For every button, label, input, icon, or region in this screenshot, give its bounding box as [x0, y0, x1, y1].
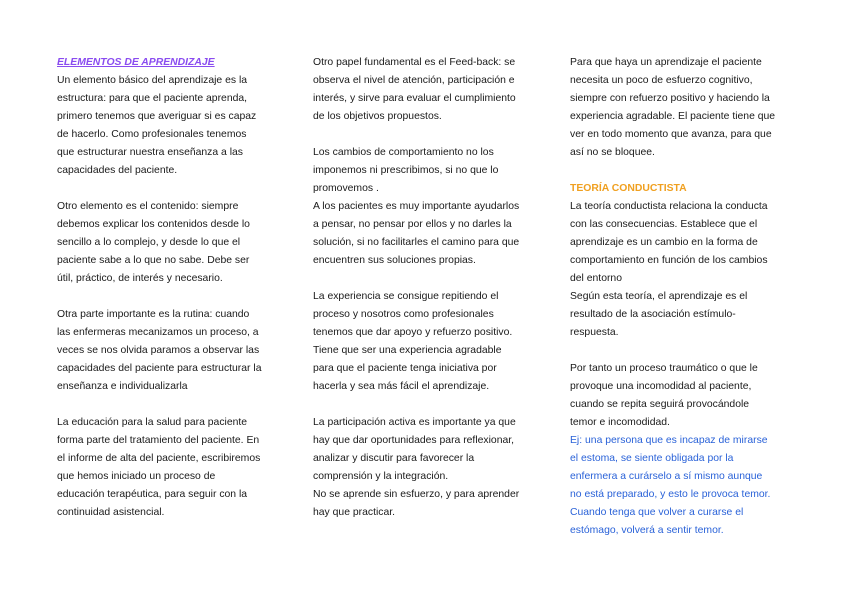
paragraph-proceso-traumatico: Por tanto un proceso traumático o que le provoque una incomodidad al paciente, cuando se repita seguirá provocándole temor e incomodidad.	[570, 363, 758, 428]
paragraph-teoria-conductista: La teoría conductista relaciona la conducta con las consecuencias. Establece que el aprendizaje es un cambio en la forma de comportamiento en función de los cambios del entorno	[570, 201, 768, 284]
heading-elementos-aprendizaje: ELEMENTOS DE APRENDIZAJE	[57, 57, 215, 68]
paragraph-rutina: Otra parte importante es la rutina: cuando las enfermeras mecanizamos un proceso, a veces se nos olvida paramos a observar las capacidades del paciente para estructurar la enseñanza e individualizarla	[57, 309, 262, 392]
paragraph-contenido: Otro elemento es el contenido: siempre debemos explicar los contenidos desde lo sencillo a lo complejo, y desde lo que el paciente sabe a lo que no sabe. Debe ser útil, práctico, de interés y necesario.	[57, 201, 250, 284]
column-left	[57, 54, 279, 522]
paragraph-educacion-salud: La educación para la salud para paciente forma parte del tratamiento del paciente. En el informe de alta del paciente, escribiremos que hemos iniciado un proceso de educación terapéutica, para seguir con la continuidad asistencial.	[57, 417, 261, 518]
paragraph-example: Ej: una persona que es incapaz de mirarse el estoma, se siente obligada por la enfermera a curárselo a sí mismo aunque no está preparado, y esto le provoca temor. Cuando tenga que volver a curarse el estómago, volverá a sentir temor.	[570, 435, 771, 536]
paragraph-esfuerzo-cognitivo: Para que haya un aprendizaje el paciente necesita un poco de esfuerzo cognitivo, siempre con refuerzo positivo y haciendo la experiencia agradable. El paciente tiene que ver en todo momento que avanza, para que así no se bloquee.	[570, 57, 776, 158]
column-right	[570, 54, 792, 540]
paragraph-spacer	[57, 288, 279, 306]
paragraph-spacer	[313, 126, 543, 144]
paragraph-estructura: Un elemento básico del aprendizaje es la estructura: para que el paciente aprenda, primero tenemos que averiguar si es capaz de hacerlo. Como profesionales tenemos que estructurar nuestra enseñanza a las capacidades del paciente.	[57, 75, 257, 176]
column-middle	[313, 54, 543, 522]
paragraph-spacer	[570, 162, 792, 180]
paragraph-ayudar-pensar: A los pacientes es muy importante ayudarlos a pensar, no pensar por ellos y no darles la solución, si no facilitarles el camino para que encuentren sus soluciones propias.	[313, 201, 520, 266]
paragraph-spacer	[313, 270, 543, 288]
heading-teoria-conductista: TEORÍA CONDUCTISTA	[570, 183, 687, 194]
paragraph-spacer	[313, 396, 543, 414]
paragraph-experiencia: La experiencia se consigue repitiendo el proceso y nosotros como profesionales tenemos que dar apoyo y refuerzo positivo. Tiene que ser una experiencia agradable para que el paciente tenga iniciativa por hacerla y sea más fácil el aprendizaje.	[313, 291, 513, 392]
paragraph-spacer	[57, 396, 279, 414]
paragraph-spacer	[57, 180, 279, 198]
paragraph-cambios-comportamiento: Los cambios de comportamiento no los imponemos ni prescribimos, si no que lo promovemos .	[313, 147, 499, 194]
paragraph-estimulo-respuesta: Según esta teoría, el aprendizaje es el resultado de la asociación estímulo- respuesta.	[570, 291, 748, 338]
paragraph-participacion-activa: La participación activa es importante ya que hay que dar oportunidades para reflexionar, analizar y discutir para favorecer la comprensión y la integración.	[313, 417, 516, 482]
paragraph-feedback: Otro papel fundamental es el Feed-back: se observa el nivel de atención, participación e interés, y sirve para evaluar el cumplimiento de los objetivos propuestos.	[313, 57, 516, 122]
paragraph-esfuerzo: No se aprende sin esfuerzo, y para aprender hay que practicar.	[313, 489, 520, 518]
paragraph-spacer	[570, 342, 792, 360]
